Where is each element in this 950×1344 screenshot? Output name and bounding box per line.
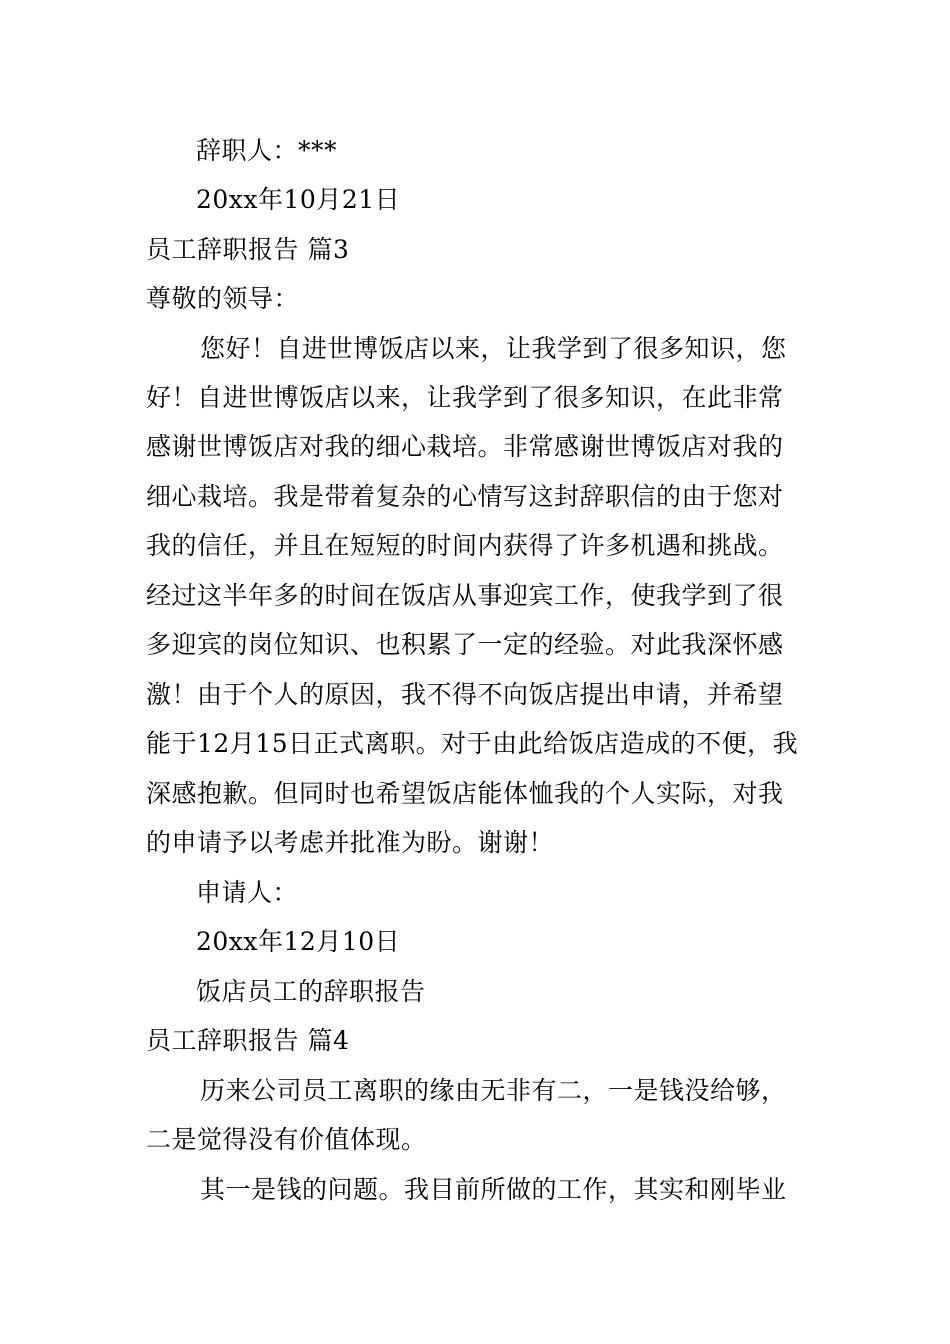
body-line-1: 您好！自进世博饭店以来，让我学到了很多知识，您 — [200, 334, 787, 363]
applicant-label: 申请人： — [196, 878, 299, 907]
body-line-6: 经过这半年多的时间在饭店从事迎宾工作，使我学到了很 — [146, 581, 784, 610]
s4-body-line-3: 其一是钱的问题。我目前所做的工作，其实和刚毕业 — [200, 1175, 787, 1204]
body-line-10: 深感抱歉。但同时也希望饭店能体恤我的个人实际，对我 — [146, 779, 784, 808]
body-line-2: 好！自进世博饭店以来，让我学到了很多知识，在此非常 — [146, 383, 784, 412]
body-line-3: 感谢世博饭店对我的细心栽培。非常感谢世博饭店对我的 — [146, 432, 784, 461]
s4-body-line-2: 二是觉得没有价值体现。 — [146, 1125, 427, 1154]
body-line-7: 多迎宾的岗位知识、也积累了一定的经验。对此我深怀感 — [146, 630, 784, 659]
salutation: 尊敬的领导： — [146, 284, 300, 313]
body-line-9: 能于12月15日正式离职。对于由此给饭店造成的不便，我 — [146, 729, 799, 758]
section-heading-4: 员工辞职报告 篇4 — [146, 1026, 350, 1055]
s4-body-line-1: 历来公司员工离职的缘由无非有二，一是钱没给够， — [200, 1076, 787, 1105]
resignee-signature: 辞职人：*** — [196, 136, 338, 165]
resignation-date: 20xx年10月21日 — [196, 185, 401, 214]
section-heading-3: 员工辞职报告 篇3 — [146, 235, 350, 264]
body-line-5: 我的信任，并且在短短的时间内获得了许多机遇和挑战。 — [146, 531, 784, 560]
footer-title: 饭店员工的辞职报告 — [196, 977, 426, 1006]
body-line-8: 激！由于个人的原因，我不得不向饭店提出申请，并希望 — [146, 680, 784, 709]
body-line-11: 的申请予以考虑并批准为盼。谢谢！ — [146, 828, 555, 857]
body-line-4: 细心栽培。我是带着复杂的心情写这封辞职信的由于您对 — [146, 482, 784, 511]
application-date: 20xx年12月10日 — [196, 927, 401, 956]
